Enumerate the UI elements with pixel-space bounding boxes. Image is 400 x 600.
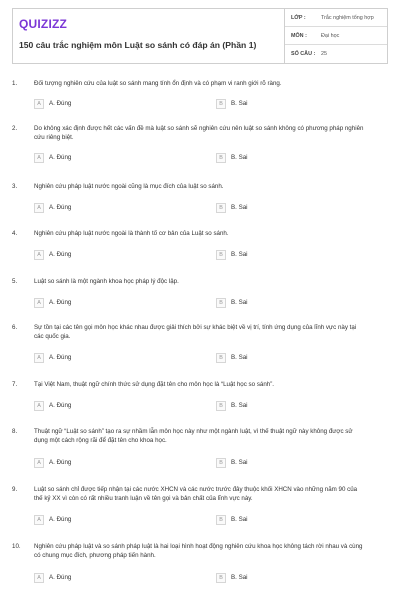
option-letter-box: B <box>216 515 226 525</box>
option-letter-box: A <box>34 401 44 411</box>
option-label: B. Sai <box>231 251 248 258</box>
option-label: A. Đúng <box>49 251 72 258</box>
question-number: 1. <box>12 80 18 87</box>
option-label: A. Đúng <box>49 402 72 409</box>
question-text: Thuật ngữ “Luật so sánh” tạo ra sự nhầm lẫn môn học này như một ngành luật, vì thế thuật ngữ này không được sử dụng một cách rộng rãi để đặt tên cho khoa học. <box>34 428 353 444</box>
question-1 <box>12 80 388 128</box>
option-label: A. Đúng <box>49 154 72 161</box>
option-label: B. Sai <box>231 354 248 361</box>
meta-value: Đại học <box>321 33 340 39</box>
question-text: Luật so sánh là một ngành khoa học pháp lý độc lập. <box>34 278 179 285</box>
question-number: 2. <box>12 125 18 132</box>
option-letter-box: B <box>216 298 226 308</box>
question-10 <box>12 543 388 591</box>
brand-cell <box>13 9 285 63</box>
option-letter-box: A <box>34 99 44 109</box>
option-letter-box: B <box>216 401 226 411</box>
option-letter-box: B <box>216 573 226 583</box>
option-label: B. Sai <box>231 516 248 523</box>
meta-subject-row <box>285 27 387 45</box>
question-5 <box>12 278 388 326</box>
option-letter-box: B <box>216 203 226 213</box>
question-text: Nghiên cứu pháp luật nước ngoài là thành tố cơ bản của Luật so sánh. <box>34 230 229 237</box>
option-label: A. Đúng <box>49 204 72 211</box>
worksheet-header <box>12 8 388 64</box>
question-number: 3. <box>12 183 18 190</box>
question-number: 8. <box>12 428 18 435</box>
question-text: Nghiên cứu pháp luật nước ngoài cũng là mục đích của luật so sánh. <box>34 183 224 190</box>
question-number: 10. <box>12 543 21 550</box>
option-label: B. Sai <box>231 299 248 306</box>
option-letter-box: A <box>34 153 44 163</box>
meta-count-row <box>285 45 387 63</box>
question-9 <box>12 486 388 534</box>
option-label: B. Sai <box>231 154 248 161</box>
option-letter-box: B <box>216 353 226 363</box>
question-text: Do không xác định được hết các vấn đề mà luật so sánh sẽ nghiên cứu nên luật so sánh không có phương pháp nghiên cứu riêng biệt. <box>34 125 364 141</box>
option-label: B. Sai <box>231 204 248 211</box>
meta-label: SỐ CÂU : <box>291 51 316 57</box>
option-letter-box: B <box>216 99 226 109</box>
question-text: Nghiên cứu pháp luật và so sánh pháp luật là hai loại hình hoạt động nghiên cứu khoa học không tách rời nhau và cùng có chung mục đích, phương pháp tiến hành. <box>34 543 363 559</box>
quizizz-logo: QUIZIZZ <box>19 17 68 31</box>
question-text: Tại Việt Nam, thuật ngữ chính thức sử dụng đặt tên cho môn học là “Luật học so sánh”. <box>34 381 275 388</box>
meta-label: MÔN : <box>291 33 307 39</box>
option-label: A. Đúng <box>49 299 72 306</box>
question-8 <box>12 428 388 476</box>
question-number: 7. <box>12 381 18 388</box>
question-number: 6. <box>12 324 18 331</box>
meta-value: Trắc nghiệm tổng hợp <box>321 15 374 21</box>
option-label: A. Đúng <box>49 354 72 361</box>
option-label: B. Sai <box>231 402 248 409</box>
page-title: 150 câu trắc nghiệm môn Luật so sánh có đáp án (Phần 1) <box>19 40 257 50</box>
question-4 <box>12 230 388 278</box>
option-letter-box: A <box>34 573 44 583</box>
option-letter-box: A <box>34 298 44 308</box>
question-number: 9. <box>12 486 18 493</box>
option-label: B. Sai <box>231 574 248 581</box>
question-text: Đối tượng nghiên cứu của luật so sánh mang tính ổn định và có phạm vi ranh giới rõ ràng. <box>34 80 282 87</box>
option-letter-box: B <box>216 458 226 468</box>
question-2 <box>12 125 388 173</box>
question-7 <box>12 381 388 429</box>
option-letter-box: A <box>34 203 44 213</box>
meta-class-row <box>285 9 387 27</box>
option-letter-box: B <box>216 153 226 163</box>
option-label: A. Đúng <box>49 516 72 523</box>
question-3 <box>12 183 388 231</box>
question-text: Sự tồn tại các tên gọi môn học khác nhau được giải thích bởi sự khác biệt về vị trí, tính ứng dụng của lĩnh vực này tại các quốc gia. <box>34 324 357 340</box>
meta-value: 25 <box>321 51 327 57</box>
option-label: A. Đúng <box>49 100 72 107</box>
option-letter-box: A <box>34 250 44 260</box>
option-label: A. Đúng <box>49 574 72 581</box>
question-text: Luật so sánh chỉ được tiếp nhận tại các nước XHCN và các nước trước đây thuộc khối XHCN vào những năm 90 của thế kỷ XX vì còn có rất nhiều tranh luận về tên gọi và bản chất của lĩnh vực này. <box>34 486 358 502</box>
option-letter-box: B <box>216 250 226 260</box>
question-6 <box>12 324 388 372</box>
option-label: B. Sai <box>231 100 248 107</box>
option-label: B. Sai <box>231 459 248 466</box>
meta-label: LỚP : <box>291 15 306 21</box>
question-number: 5. <box>12 278 18 285</box>
option-letter-box: A <box>34 458 44 468</box>
option-label: A. Đúng <box>49 459 72 466</box>
option-letter-box: A <box>34 515 44 525</box>
question-number: 4. <box>12 230 18 237</box>
option-letter-box: A <box>34 353 44 363</box>
